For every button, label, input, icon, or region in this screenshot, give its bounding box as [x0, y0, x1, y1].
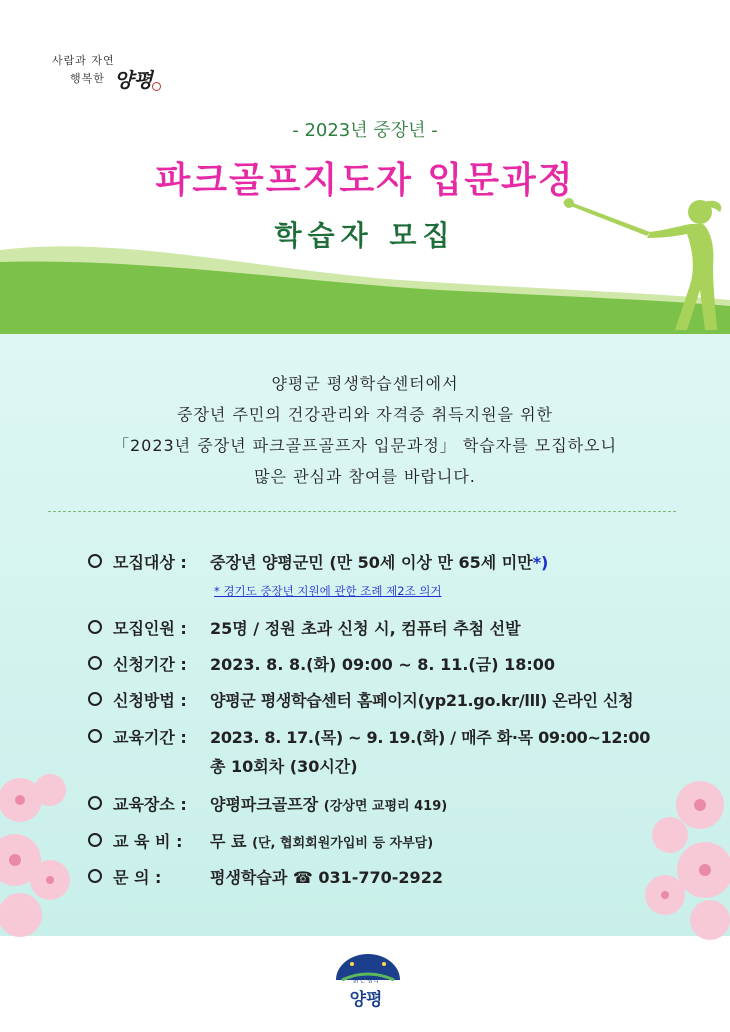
footer-brand: 양평	[349, 990, 383, 1010]
detail-label: 신청방법 :	[113, 691, 187, 710]
cherry-blossom-right-icon	[630, 775, 730, 940]
circle-bullet-icon	[88, 869, 102, 883]
circle-bullet-icon	[88, 833, 102, 847]
circle-bullet-icon	[88, 656, 102, 670]
detail-label: 신청기간 :	[113, 655, 187, 674]
fee-value-text: 무 료	[210, 832, 247, 851]
target-footnote: * 경기도 중장년 지원에 관한 조례 제2조 의거	[214, 584, 442, 598]
detail-label: 문 의 :	[113, 868, 162, 887]
intro-line: 「2023년 중장년 파크골프골프자 입문과정」 학습자를 모집하오니	[112, 436, 618, 455]
cherry-blossom-left-icon	[0, 770, 85, 940]
golfer-silhouette-icon	[555, 190, 730, 335]
detail-label: 모집인원 :	[113, 619, 187, 638]
detail-value: 2023. 8. 8.(화) 09:00 ~ 8. 11.(금) 18:00	[210, 655, 556, 674]
slogan-logo	[52, 52, 162, 98]
target-star: *)	[532, 553, 549, 572]
circle-bullet-icon	[88, 796, 102, 810]
circle-bullet-icon	[88, 620, 102, 634]
detail-value: 평생학습과 ☎ 031-770-2922	[210, 868, 443, 887]
detail-label: 교 육 비 :	[113, 832, 183, 851]
place-detail: (강상면 교평리 419)	[323, 799, 448, 814]
intro-line: 많은 관심과 참여를 바랍니다.	[254, 467, 476, 486]
poster-subtitle: - 2023년 중장년 -	[292, 120, 438, 141]
detail-value: 2023. 8. 17.(목) ~ 9. 19.(화) / 매주 화·목 09:00~12:00	[210, 728, 651, 747]
detail-value	[210, 550, 548, 573]
intro-line: 양평군 평생학습센터에서	[271, 374, 459, 393]
place-value-text: 양평파크골프장	[210, 795, 319, 814]
circle-bullet-icon	[88, 554, 102, 568]
detail-value	[210, 829, 433, 852]
detail-label: 모집대상 :	[113, 553, 187, 572]
poster-title: 파크골프지도자 입문과정	[155, 160, 575, 201]
slogan-accent: 양평	[114, 68, 153, 92]
detail-value: 양평군 평생학습센터 홈페이지(yp21.go.kr/lll) 온라인 신청	[210, 691, 634, 710]
circle-bullet-icon	[88, 692, 102, 706]
detail-value: 총 10회차 (30시간)	[210, 757, 358, 776]
circle-bullet-icon	[88, 729, 102, 743]
seal-icon	[152, 82, 161, 91]
dashed-divider	[48, 511, 676, 512]
intro-line: 중장년 주민의 건강관리와 자격증 취득지원을 위한	[176, 405, 553, 424]
detail-label: 교육장소 :	[113, 795, 187, 814]
footer-slogan: 맑은행복	[352, 976, 380, 984]
poster-title-recruit: 학습자 모집	[274, 219, 456, 252]
detail-label: 교육기간 :	[113, 728, 187, 747]
slogan-line1: 사람과 자연	[52, 54, 115, 67]
fee-detail: (단, 협회회원가입비 등 자부담)	[252, 836, 434, 851]
detail-value	[210, 792, 447, 815]
intro-text	[0, 368, 730, 492]
slogan-line2: 행복한	[70, 72, 105, 85]
detail-value: 25명 / 정원 초과 신청 시, 컴퓨터 추첨 선발	[210, 619, 521, 638]
target-value-text: 중장년 양평군민 (만 50세 이상 만 65세 미만	[210, 553, 533, 572]
